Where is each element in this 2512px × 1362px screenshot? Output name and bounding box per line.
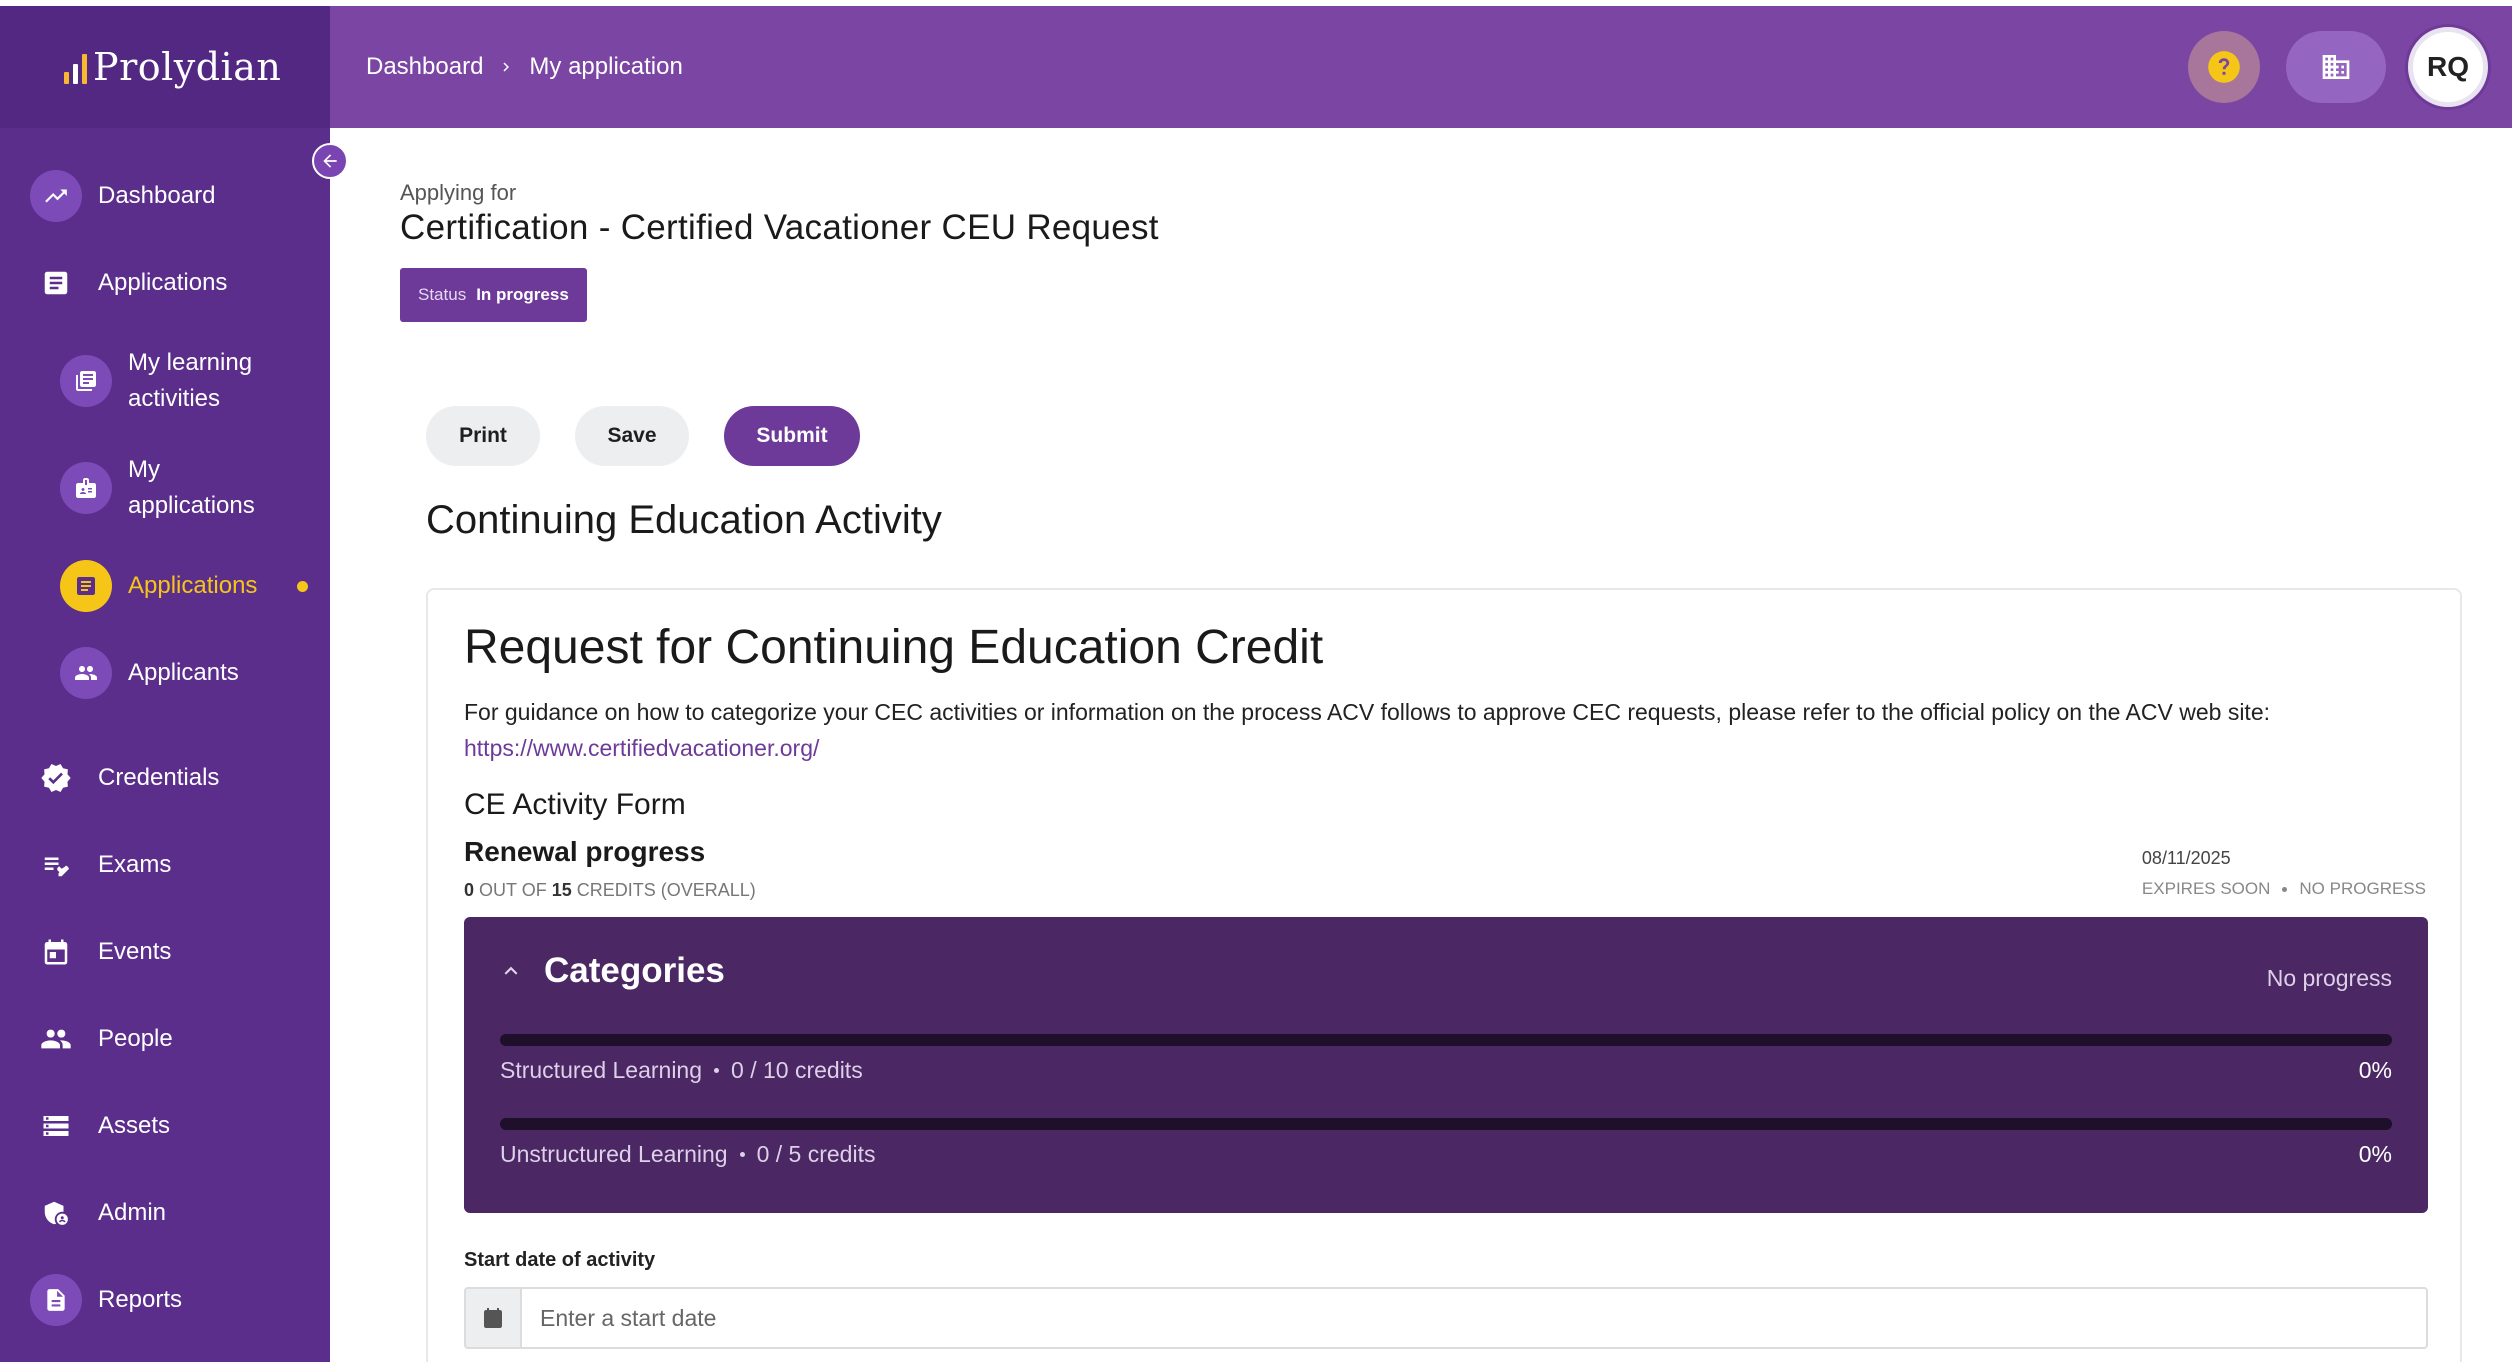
brand-mark-icon bbox=[64, 50, 87, 84]
sidebar-item-credentials[interactable] bbox=[0, 752, 330, 804]
badge-icon bbox=[60, 462, 112, 514]
people-icon bbox=[30, 1013, 82, 1065]
sidebar-item-label: Assets bbox=[98, 1112, 171, 1139]
separator-dot bbox=[714, 1068, 719, 1073]
status-badge bbox=[400, 268, 587, 322]
sidebar-item-admin[interactable] bbox=[0, 1187, 330, 1239]
sidebar-item-applicants[interactable] bbox=[0, 647, 330, 699]
collapse-sidebar-button[interactable] bbox=[312, 143, 348, 179]
organization-button[interactable] bbox=[2286, 31, 2386, 103]
category-percent: 0% bbox=[2358, 1141, 2392, 1167]
sidebar-item-dashboard[interactable] bbox=[0, 170, 330, 222]
calendar-icon[interactable] bbox=[466, 1289, 522, 1347]
applying-for-label: Applying for bbox=[400, 180, 517, 205]
sidebar-item-label: Credentials bbox=[98, 764, 220, 791]
save-button[interactable]: Save bbox=[575, 406, 689, 466]
submit-button[interactable]: Submit bbox=[724, 406, 860, 466]
sidebar-item-applications[interactable] bbox=[0, 560, 330, 612]
help-icon bbox=[2205, 48, 2243, 86]
breadcrumb bbox=[366, 53, 683, 81]
card-title: Request for Continuing Education Credit bbox=[464, 621, 1324, 674]
sidebar-item-label: Exams bbox=[98, 851, 172, 878]
credits-earned: 0 bbox=[464, 880, 475, 900]
admin-shield-icon bbox=[30, 1187, 82, 1239]
report-icon bbox=[30, 1274, 82, 1326]
categories-panel bbox=[464, 917, 2428, 1213]
expiry-info bbox=[2142, 848, 2426, 899]
progress-label: NO PROGRESS bbox=[2299, 879, 2426, 898]
ce-request-card bbox=[426, 588, 2462, 1362]
print-button[interactable]: Print bbox=[426, 406, 540, 466]
sidebar-item-label: Applications bbox=[98, 269, 228, 296]
renewal-progress-title: Renewal progress bbox=[464, 836, 706, 867]
out-of-label: OUT OF bbox=[479, 880, 547, 900]
page-title: Certification - Certified Vacationer CEU Request bbox=[400, 208, 1159, 247]
status-value: In progress bbox=[476, 285, 569, 304]
document-icon bbox=[30, 257, 82, 309]
categories-title: Categories bbox=[544, 951, 725, 990]
sidebar-item-exams[interactable] bbox=[0, 839, 330, 891]
expiry-meta bbox=[2142, 879, 2426, 899]
start-date-input[interactable] bbox=[522, 1289, 2426, 1347]
arrow-left-icon bbox=[320, 151, 340, 171]
category-credits: 0 / 10 credits bbox=[731, 1057, 863, 1083]
categories-toggle[interactable] bbox=[498, 951, 725, 991]
sidebar-item-applications-group[interactable] bbox=[0, 257, 330, 309]
sidebar-item-reports[interactable] bbox=[0, 1274, 330, 1326]
building-icon bbox=[2320, 51, 2352, 83]
people-icon bbox=[60, 647, 112, 699]
breadcrumb-my-application: My application bbox=[529, 53, 683, 80]
chevron-up-icon bbox=[498, 958, 524, 984]
expiry-date: 08/11/2025 bbox=[2141, 848, 2231, 868]
status-key: Status bbox=[418, 285, 467, 304]
sidebar-item-label: My learning activities bbox=[128, 349, 253, 412]
main-content bbox=[330, 128, 2512, 1362]
sidebar-item-label: Applications bbox=[128, 572, 258, 599]
sidebar-item-my-learning-activities[interactable] bbox=[0, 345, 330, 417]
sidebar-item-label: Admin bbox=[98, 1199, 167, 1226]
categories-status: No progress bbox=[2266, 965, 2392, 991]
library-icon bbox=[60, 355, 112, 407]
brand-logo[interactable] bbox=[0, 6, 330, 128]
category-row-structured bbox=[500, 1057, 2392, 1084]
sidebar-item-label: People bbox=[98, 1025, 173, 1052]
top-header bbox=[330, 6, 2512, 128]
calendar-icon bbox=[30, 926, 82, 978]
unstructured-learning-progress-bar bbox=[500, 1118, 2392, 1130]
category-name: Unstructured Learning bbox=[500, 1141, 728, 1167]
edit-list-icon bbox=[30, 839, 82, 891]
separator-dot bbox=[740, 1152, 745, 1157]
sidebar-item-label: Events bbox=[98, 938, 172, 965]
policy-link[interactable]: https://www.certifiedvacationer.org/ bbox=[464, 735, 820, 761]
breadcrumb-dashboard[interactable]: Dashboard bbox=[366, 53, 484, 80]
sidebar-item-assets[interactable] bbox=[0, 1100, 330, 1152]
expires-label: EXPIRES SOON bbox=[2141, 879, 2271, 898]
category-credits: 0 / 5 credits bbox=[756, 1141, 876, 1167]
active-indicator-dot bbox=[297, 581, 308, 592]
start-date-field bbox=[464, 1287, 2428, 1349]
sidebar-item-my-applications[interactable] bbox=[0, 452, 330, 524]
user-avatar[interactable]: RQ bbox=[2408, 27, 2488, 107]
sidebar-item-label: Dashboard bbox=[98, 182, 216, 209]
category-percent: 0% bbox=[2358, 1057, 2392, 1083]
category-name: Structured Learning bbox=[500, 1057, 703, 1083]
trending-up-icon bbox=[30, 170, 82, 222]
brand-name: Prolydian bbox=[93, 45, 282, 89]
verified-icon bbox=[30, 752, 82, 804]
form-heading: CE Activity Form bbox=[464, 788, 686, 821]
credits-label: CREDITS (OVERALL) bbox=[576, 880, 756, 900]
document-icon bbox=[60, 560, 112, 612]
sidebar-item-label: My applications bbox=[128, 456, 255, 519]
section-title: Continuing Education Activity bbox=[426, 498, 942, 542]
guidance-text bbox=[464, 694, 2424, 766]
sidebar-item-events[interactable] bbox=[0, 926, 330, 978]
sidebar-item-label: Reports bbox=[98, 1286, 183, 1313]
chevron-right-icon bbox=[497, 58, 515, 76]
sidebar-item-label: Applicants bbox=[128, 659, 239, 686]
credits-required: 15 bbox=[551, 880, 572, 900]
guidance-paragraph: For guidance on how to categorize your CEC activities or information on the process ACV follows to approve CEC requests, please refer to the official policy on the ACV web site: bbox=[464, 699, 2270, 725]
sidebar-item-people[interactable] bbox=[0, 1013, 330, 1065]
separator-dot bbox=[2282, 887, 2287, 892]
renewal-credits-summary bbox=[464, 880, 756, 901]
start-date-label: Start date of activity bbox=[464, 1249, 656, 1271]
storage-icon bbox=[30, 1100, 82, 1152]
help-button[interactable] bbox=[2188, 31, 2260, 103]
category-row-unstructured bbox=[500, 1141, 2392, 1168]
structured-learning-progress-bar bbox=[500, 1034, 2392, 1046]
